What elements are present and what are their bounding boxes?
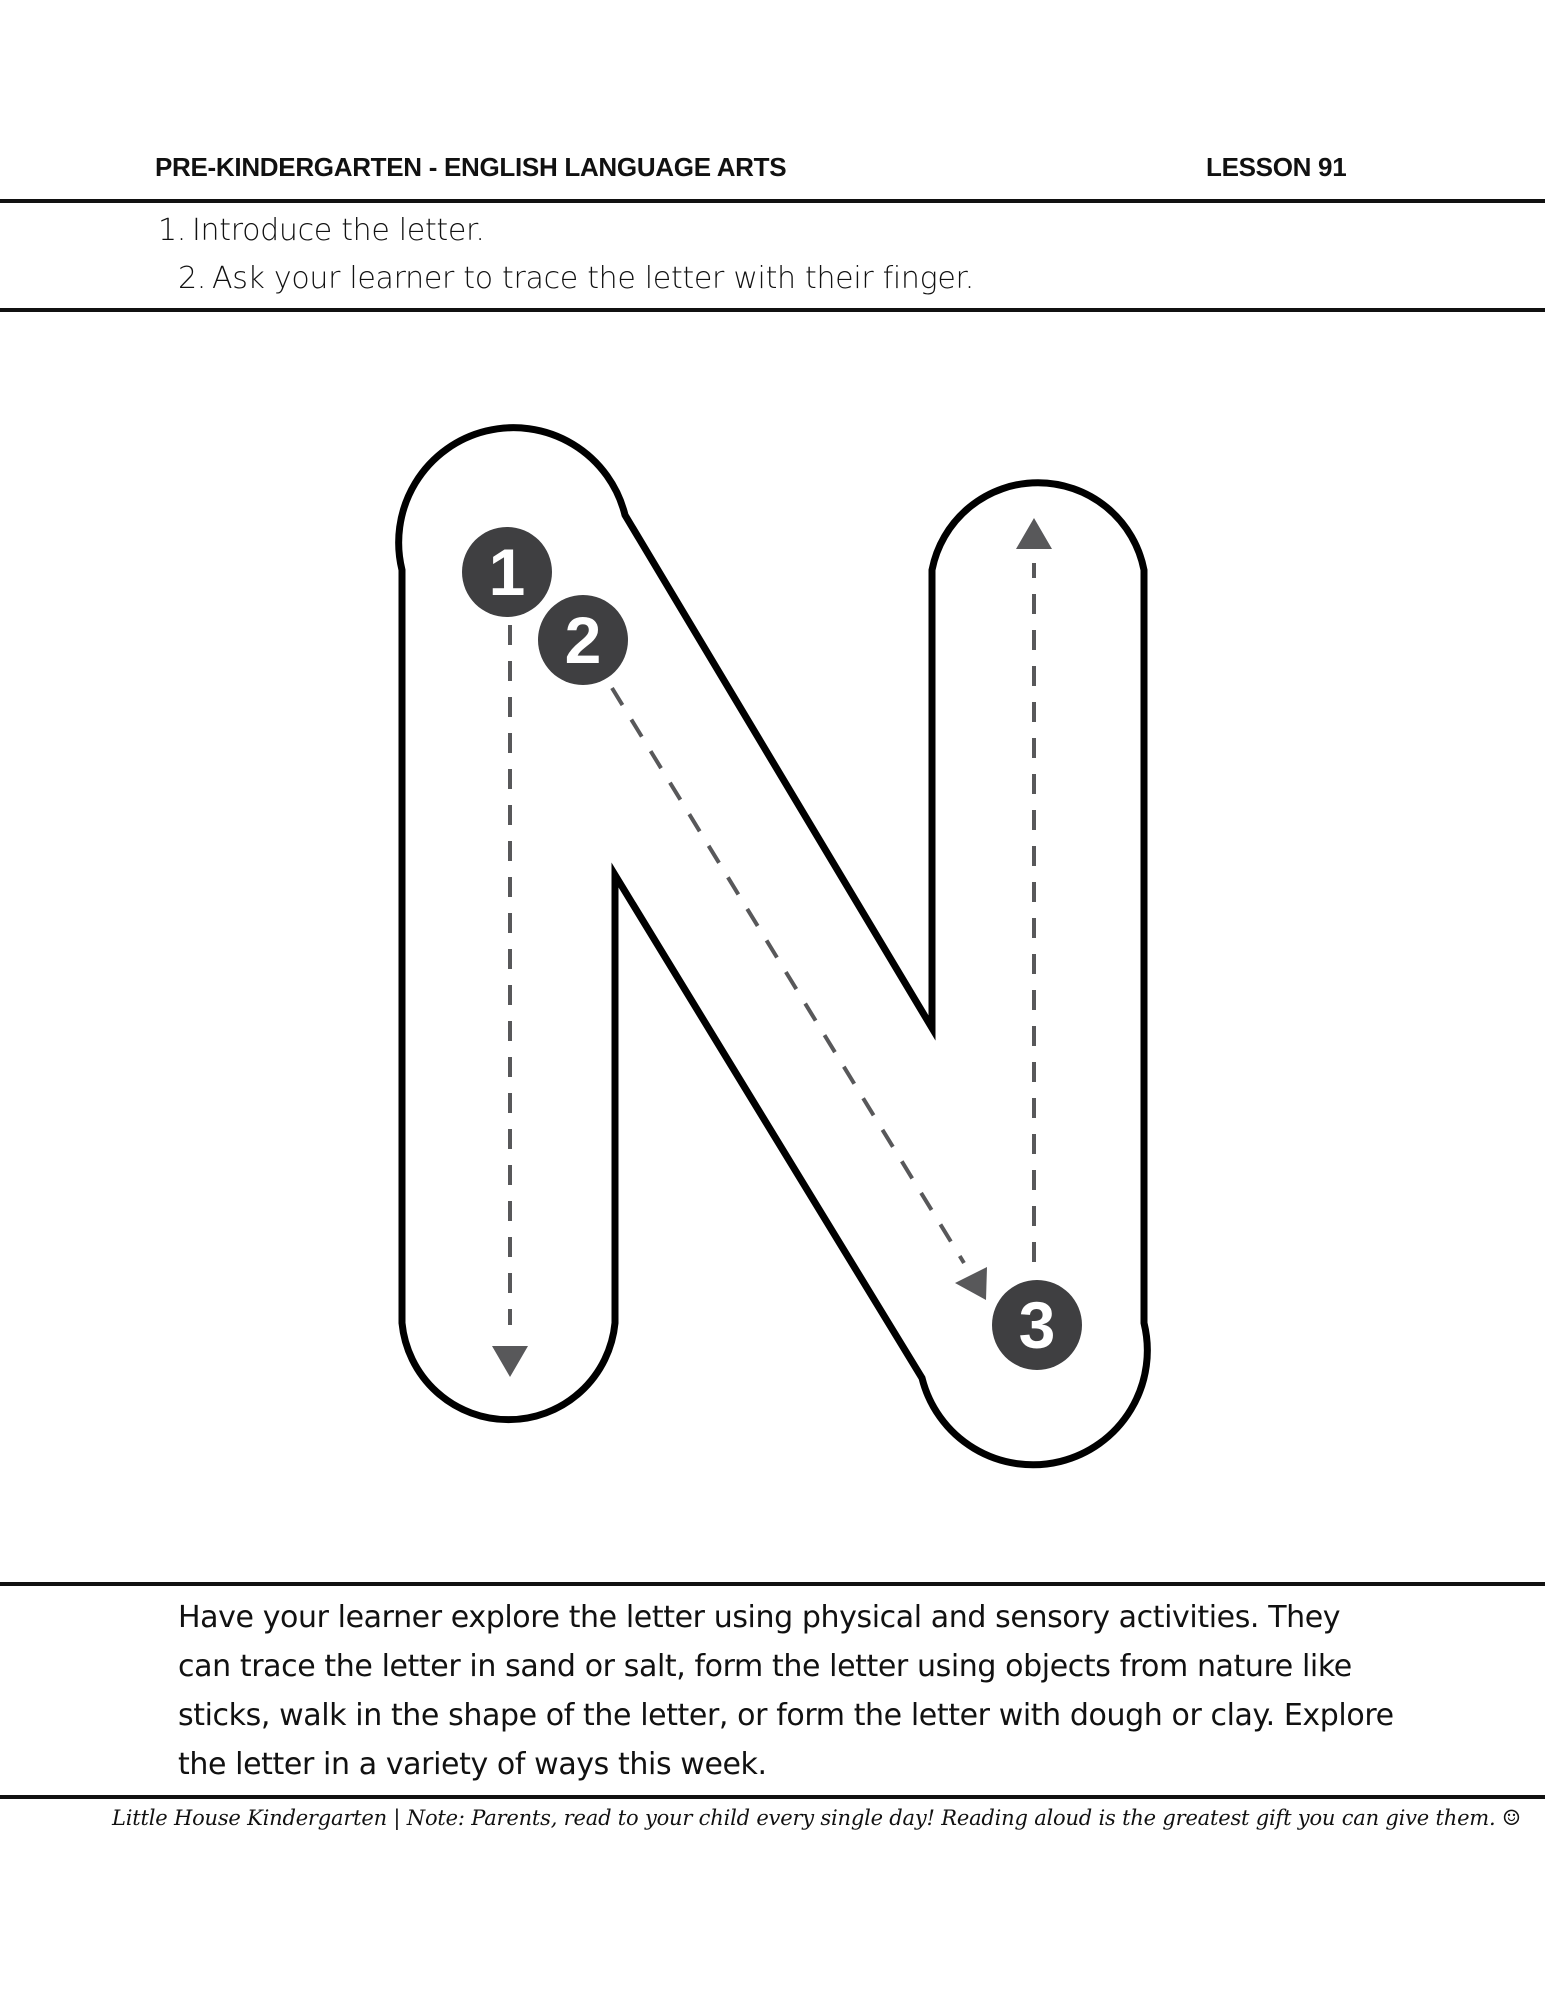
instruction-text: Introduce the letter. [192,213,485,248]
activity-top-divider [0,1582,1545,1586]
lesson-number: LESSON 91 [1206,152,1347,182]
stroke-2-badge [538,595,628,685]
stroke-1-badge [462,527,552,617]
stroke-1-number: 1 [488,535,526,609]
instruction-number: 2. [177,261,206,296]
instruction-number: 1. [157,213,186,248]
instruction-text: Ask your learner to trace the letter with their finger. [212,261,975,296]
activity-bottom-divider [0,1795,1545,1799]
stroke-3-badge [992,1280,1082,1370]
activity-paragraph: Have your learner explore the letter using physical and sensory activities. They can trace the letter in sand or salt, form the letter using objects from nature like sticks, walk in the shape of the letter, or form the letter with dough or clay. Explore the letter in a variety of ways this week. [178,1600,1394,1782]
stroke-2-guide [612,688,964,1263]
stroke-2-number: 2 [564,603,602,677]
stroke-3-number: 3 [1018,1288,1056,1362]
footer-note: Little House Kindergarten | Note: Parents, read to your child every single day! Reading aloud is the greatest gift you can give them. ☺ [112,1806,1521,1830]
page-title: PRE-KINDERGARTEN - ENGLISH LANGUAGE ARTS [155,152,787,182]
